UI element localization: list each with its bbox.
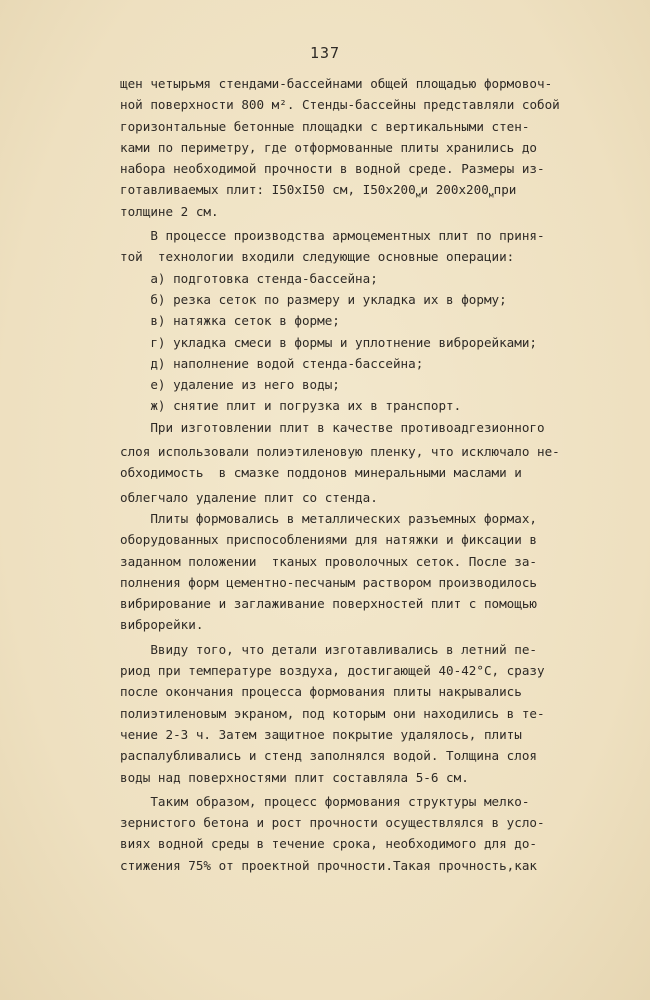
paragraph-start-line: Ввиду того, что детали изготавливались в летний пе- (120, 641, 538, 657)
list-item: а) подготовка стенда-бассейна; (120, 270, 378, 286)
text-line: стижения 75% от проектной прочности.Такая прочность,как (120, 857, 538, 873)
text-line: слоя использовали полиэтиленовую пленку, что исключало не- (120, 444, 560, 460)
text-line: набора необходимой прочности в водной среде. Размеры из- (120, 161, 545, 177)
text-line: оборудованных приспособлениями для натяжки и фиксации в (120, 532, 538, 548)
text-line: полиэтиленовым экраном, под которым они находились в те- (120, 705, 545, 721)
text-line: виях водной среды в течение срока, необходимого для до- (120, 836, 538, 852)
text-line: толщине 2 см. (120, 203, 219, 219)
text-line: чение 2-3 ч. Затем защитное покрытие удалялось, плиты (120, 726, 522, 742)
list-item: ж) снятие плит и погрузка их в транспорт. (120, 398, 462, 414)
text-line: той технологии входили следующие основные операции: (120, 249, 515, 265)
paragraph-start-line: Плиты формовались в металлических разъемных формах, (120, 510, 538, 526)
text-line: заданном положении тканых проволочных сеток. После за- (120, 553, 538, 569)
text-line: полнения форм цементно-песчаным раствором производилось (120, 574, 538, 590)
list-item: д) наполнение водой стенда-бассейна; (120, 355, 424, 371)
text-line: вибрирование и заглаживание поверхностей плит с помощью (120, 596, 538, 612)
text-line: щен четырьмя стендами-бассейнами общей площадью формовоч- (120, 76, 553, 91)
list-item: в) натяжка сеток в форме; (120, 313, 340, 329)
list-item: б) резка сеток по размеру и укладка их в форму; (120, 291, 507, 307)
page-number: 137 (309, 44, 341, 62)
paragraph-start-line: В процессе производства армоцементных плит по приня- (120, 228, 545, 244)
text-line: зернистого бетона и рост прочности осуществлялся в усло- (120, 815, 545, 831)
list-item: г) укладка смеси в формы и уплотнение виброрейками; (120, 334, 538, 350)
paragraph-start-line: При изготовлении плит в качестве противоадгезионного (120, 419, 545, 435)
body-text (120, 73, 570, 876)
list-item: е) удаление из него воды; (120, 377, 340, 393)
text-line: обходимость в смазке поддонов минеральными маслами и (120, 465, 522, 481)
text-line: риод при температуре воздуха, достигающей 40-42°С, сразу (120, 663, 545, 679)
text-line: облегчало удаление плит со стенда. (120, 489, 378, 505)
text-line: ками по периметру, где отформованные плиты хранились до (120, 139, 538, 155)
text-line: после окончания процесса формования плиты накрывались (120, 684, 522, 700)
text-line: готавливаемых плит: I50xI50 см, $I50x200_ми$ $200x200_мпри$ (120, 182, 517, 200)
text-line: воды над поверхностями плит составляла 5-6 см. (120, 769, 469, 785)
text-line: виброрейки. (120, 617, 204, 633)
paragraph-start-line: Таким образом, процесс формования структуры мелко- (120, 793, 530, 809)
text-line: ной поверхности 800 м². Стенды-бассейны представляли собой (120, 97, 560, 113)
text-line: горизонтальные бетонные площадки с вертикальными стен- (120, 118, 530, 134)
text-line: распалубливались и стенд заполнялся водой. Толщина слоя (120, 748, 538, 764)
